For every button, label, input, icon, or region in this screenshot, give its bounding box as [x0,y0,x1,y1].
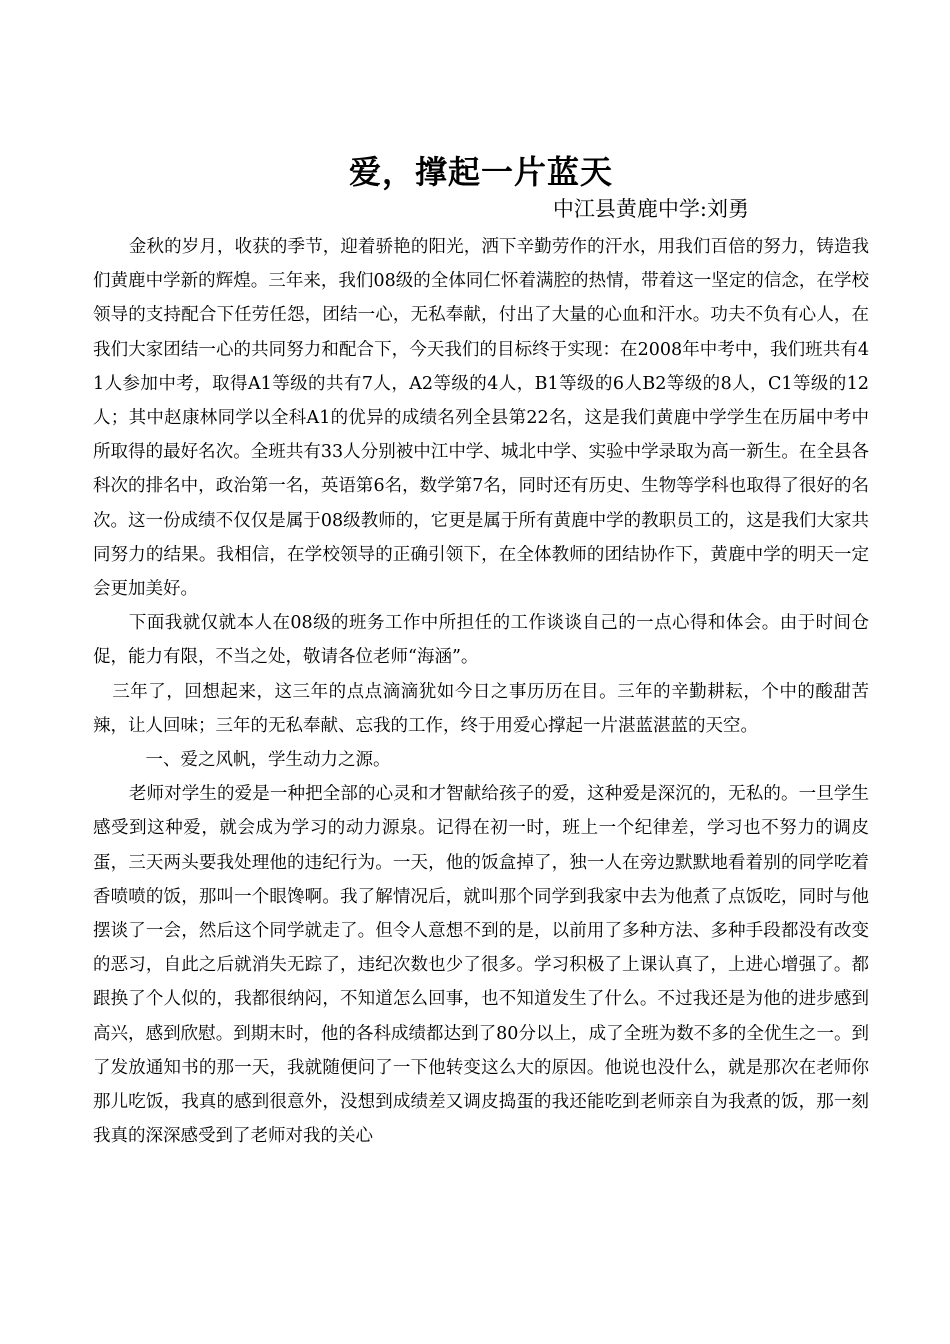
paragraph-reflection: 三年了，回想起来，这三年的点点滴滴犹如今日之事历历在目。三年的辛勤耕耘，个中的酸甜苦辣，让人回味；三年的无私奉献、忘我的工作，终于用爱心撑起一片湛蓝湛蓝的天空。 [93,681,869,736]
paragraph-section-1: 老师对学生的爱是一种把全部的心灵和才智献给孩子的爱，这种爱是深沉的，无私的。一旦学生感受到这种爱，就会成为学习的动力源泉。记得在初一时，班上一个纪律差，学习也不努力的调皮蛋，三天两头要我处理他的违纪行为。一天，他的饭盒掉了，独一人在旁边默默地看着别的同学吃着香喷喷的饭，那叫一个眼馋啊。我了解情况后，就叫那个同学到我家中去为他煮了点饭吃，同时与他摆谈了一会，然后这个同学就走了。但令人意想不到的是，以前用了多种方法、多种手段都没有改变的恶习，自此之后就消失无踪了，违纪次数也少了很多。学习积极了上课认真了，上进心增强了。都跟换了个人似的，我都很纳闷，不知道怎么回事，也不知道发生了什么。不过我还是为他的进步感到高兴，感到欣慰。到期末时，他的各科成绩都达到了80分以上，成了全班为数不多的全优生之一。到了发放通知书的那一天，我就随便问了一下他转变这么大的原因。他说也没什么，就是那次在老师你那儿吃饭，我真的感到很意外，没想到成绩差又调皮捣蛋的我还能吃到老师亲自为我煮的饭，那一刻我真的深深感受到了老师对我的关心 [93,784,869,1147]
document-title: 爱，撑起一片蓝天 [348,153,613,191]
document-body [93,150,869,1153]
document-author: 中江县黄鹿中学:刘勇 [552,197,749,221]
paragraph-preface: 下面我就仅就本人在08级的班务工作中所担任的工作谈谈自己的一点心得和体会。由于时间仓促，能力有限，不当之处，敬请各位老师“海涵”。 [93,613,869,668]
section-heading-1: 一、爱之风帆，学生动力之源。 [145,750,391,771]
paragraph-intro: 金秋的岁月，收获的季节，迎着骄艳的阳光，洒下辛勤劳作的汗水，用我们百倍的努力，铸造我们黄鹿中学新的辉煌。三年来，我们08级的全体同仁怀着满腔的热情，带着这一坚定的信念，在学校领导的支持配合下任劳任怨，团结一心，无私奉献，付出了大量的心血和汗水。功夫不负有心人，在我们大家团结一心的共同努力和配合下，今天我们的目标终于实现：在2008年中考中，我们班共有41人参加中考，取得A1等级的共有7人，A2等级的4人，B1等级的6人B2等级的8人，C1等级的12人；其中赵康林同学以全科A1的优异的成绩名列全县第22名，这是我们黄鹿中学学生在历届中考中所取得的最好名次。全班共有33人分别被中江中学、城北中学、实验中学录取为高一新生。在全县各科次的排名中，政治第一名，英语第6名，数学第7名，同时还有历史、生物等学科也取得了很好的名次。这一份成绩不仅仅是属于08级教师的，它更是属于所有黄鹿中学的教职员工的，这是我们大家共同努力的结果。我相信，在学校领导的正确引领下，在全体教师的团结协作下，黄鹿中学的明天一定会更加美好。 [93,237,869,600]
